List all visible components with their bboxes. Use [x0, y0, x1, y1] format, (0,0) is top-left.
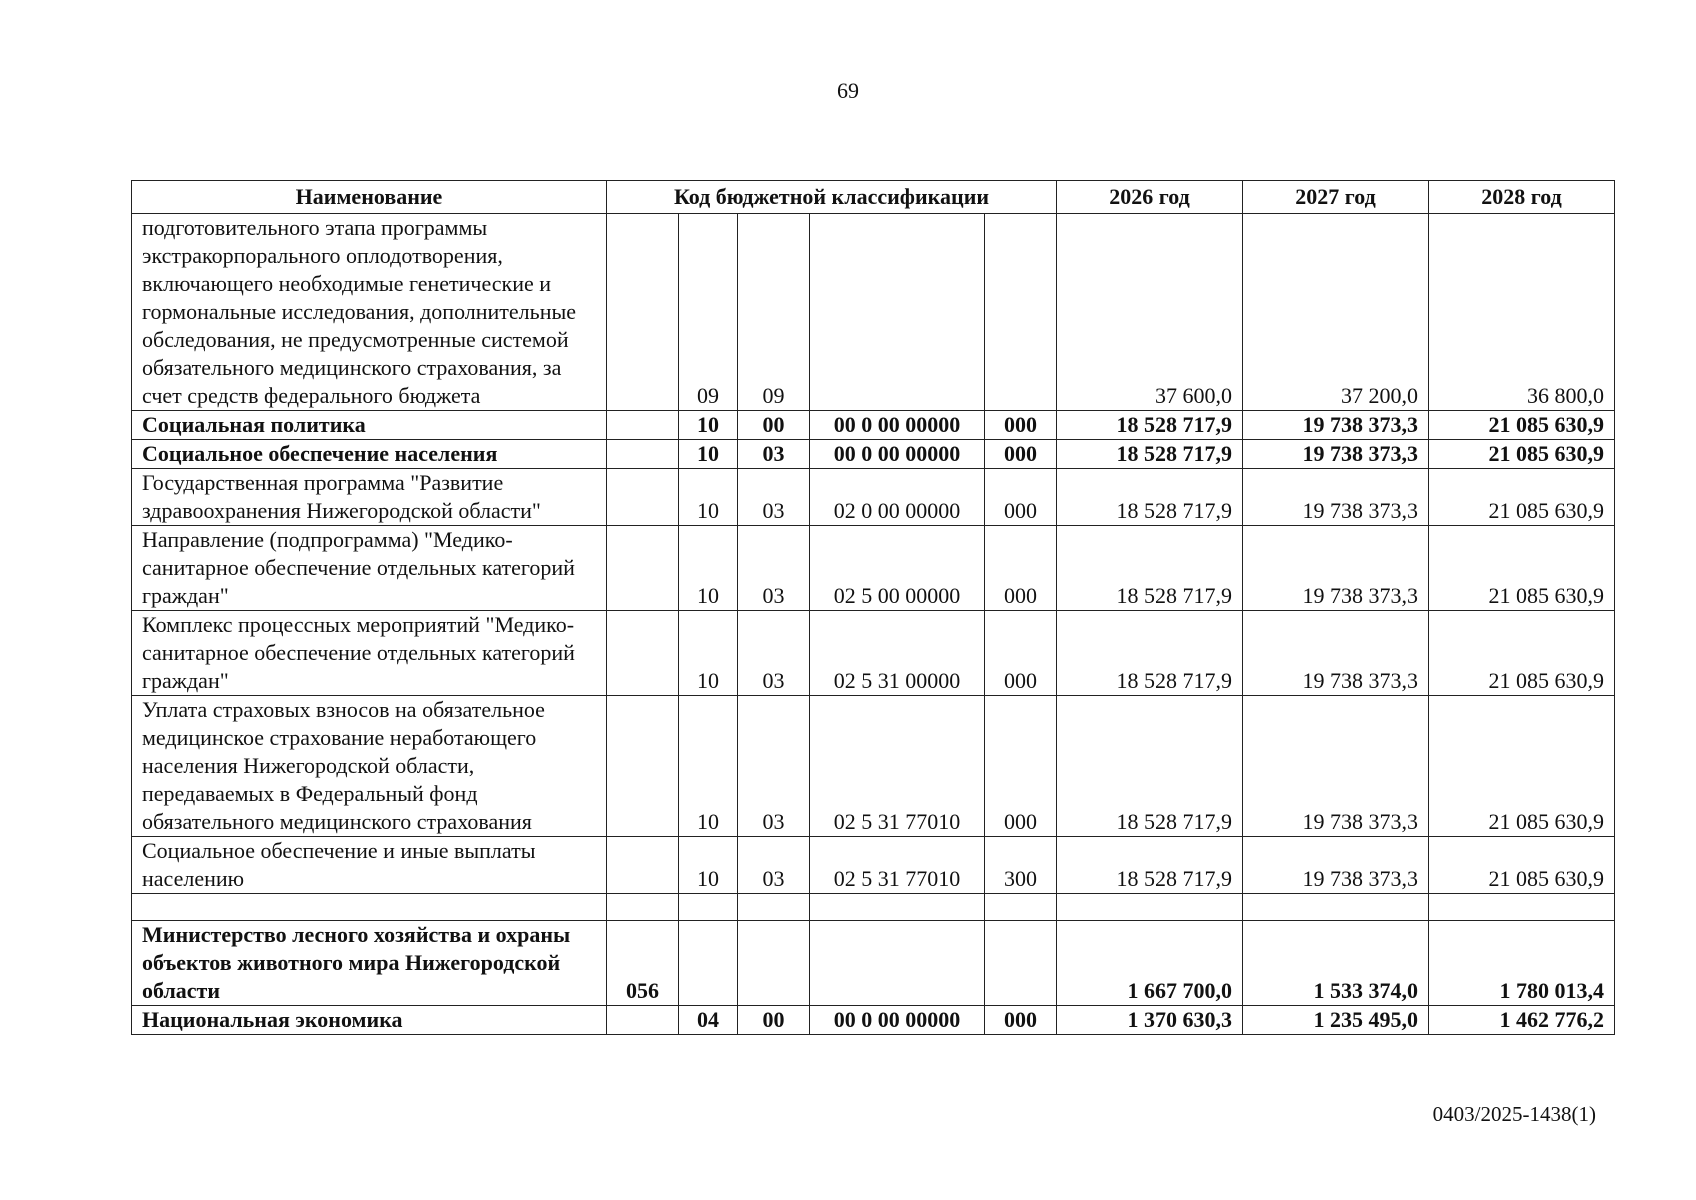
row-name: Уплата страховых взносов на обязательное медицинское страхование неработающего населения Нижегородской области, передаваемых в Федеральный фонд обязательного медицинского страхования	[132, 696, 607, 837]
row-value-2028: 21 085 630,9	[1429, 837, 1615, 894]
row-value-2027: 1 533 374,0	[1243, 921, 1429, 1006]
row-name: Социальная политика	[132, 411, 607, 440]
table-row	[132, 696, 1615, 837]
row-value-2027: 19 738 373,3	[1243, 696, 1429, 837]
row-value-2026: 1 667 700,0	[1057, 921, 1243, 1006]
row-expense-type-code: 300	[985, 837, 1057, 894]
row-value-2028: 21 085 630,9	[1429, 469, 1615, 526]
row-grbs-code	[607, 214, 679, 411]
row-section-code: 10	[679, 837, 738, 894]
row-value-2027: 1 235 495,0	[1243, 1006, 1429, 1035]
row-section-code	[679, 894, 738, 921]
row-target-article-code	[810, 214, 985, 411]
row-value-2028: 36 800,0	[1429, 214, 1615, 411]
row-subsection-code: 00	[738, 411, 810, 440]
row-grbs-code	[607, 526, 679, 611]
row-value-2026: 37 600,0	[1057, 214, 1243, 411]
row-grbs-code	[607, 837, 679, 894]
row-name: Направление (подпрограмма) "Медико-санитарное обеспечение отдельных категорий граждан"	[132, 526, 607, 611]
row-value-2028: 1 462 776,2	[1429, 1006, 1615, 1035]
row-value-2028: 21 085 630,9	[1429, 611, 1615, 696]
row-subsection-code: 09	[738, 214, 810, 411]
row-target-article-code: 00 0 00 00000	[810, 411, 985, 440]
table-row	[132, 411, 1615, 440]
header-name: Наименование	[132, 181, 607, 214]
row-grbs-code	[607, 440, 679, 469]
table-row	[132, 440, 1615, 469]
row-target-article-code: 00 0 00 00000	[810, 1006, 985, 1035]
row-value-2027: 37 200,0	[1243, 214, 1429, 411]
row-value-2026: 18 528 717,9	[1057, 469, 1243, 526]
row-name	[132, 894, 607, 921]
row-value-2026: 18 528 717,9	[1057, 526, 1243, 611]
row-section-code: 10	[679, 411, 738, 440]
row-value-2027: 19 738 373,3	[1243, 611, 1429, 696]
row-expense-type-code: 000	[985, 469, 1057, 526]
row-value-2027	[1243, 894, 1429, 921]
row-name: Национальная экономика	[132, 1006, 607, 1035]
row-expense-type-code	[985, 894, 1057, 921]
document-code: 0403/2025-1438(1)	[1432, 1102, 1596, 1126]
row-value-2026: 18 528 717,9	[1057, 696, 1243, 837]
row-name: Социальное обеспечение и иные выплаты населению	[132, 837, 607, 894]
table-row	[132, 921, 1615, 1006]
row-value-2027: 19 738 373,3	[1243, 837, 1429, 894]
row-target-article-code: 02 0 00 00000	[810, 469, 985, 526]
row-value-2028: 1 780 013,4	[1429, 921, 1615, 1006]
row-name: Социальное обеспечение населения	[132, 440, 607, 469]
row-subsection-code: 03	[738, 611, 810, 696]
row-value-2027: 19 738 373,3	[1243, 469, 1429, 526]
row-target-article-code: 02 5 31 77010	[810, 696, 985, 837]
row-target-article-code: 02 5 31 77010	[810, 837, 985, 894]
row-value-2026: 18 528 717,9	[1057, 411, 1243, 440]
page-number: 69	[837, 78, 859, 103]
row-expense-type-code: 000	[985, 696, 1057, 837]
row-value-2026	[1057, 894, 1243, 921]
row-subsection-code: 03	[738, 440, 810, 469]
row-value-2026: 18 528 717,9	[1057, 440, 1243, 469]
table-row	[132, 837, 1615, 894]
table-row	[132, 469, 1615, 526]
row-subsection-code: 00	[738, 1006, 810, 1035]
row-target-article-code	[810, 921, 985, 1006]
row-name: подготовительного этапа программы экстракорпорального оплодотворения, включающего необходимые генетические и гормональные исследования, дополнительные обследования, не предусмотренные системой обязательного медицинского страхования, за счет средств федерального бюджета	[132, 214, 607, 411]
row-value-2028: 21 085 630,9	[1429, 696, 1615, 837]
row-subsection-code: 03	[738, 837, 810, 894]
table-body	[132, 214, 1615, 1035]
row-expense-type-code: 000	[985, 440, 1057, 469]
row-section-code: 04	[679, 1006, 738, 1035]
row-expense-type-code: 000	[985, 1006, 1057, 1035]
row-grbs-code	[607, 1006, 679, 1035]
row-value-2026: 18 528 717,9	[1057, 837, 1243, 894]
row-subsection-code: 03	[738, 526, 810, 611]
row-target-article-code	[810, 894, 985, 921]
table-row	[132, 894, 1615, 921]
row-subsection-code: 03	[738, 696, 810, 837]
row-value-2027: 19 738 373,3	[1243, 411, 1429, 440]
row-expense-type-code: 000	[985, 411, 1057, 440]
row-subsection-code	[738, 894, 810, 921]
row-section-code: 10	[679, 440, 738, 469]
row-target-article-code: 00 0 00 00000	[810, 440, 985, 469]
table-row	[132, 526, 1615, 611]
header-code: Код бюджетной классификации	[607, 181, 1057, 214]
row-grbs-code: 056	[607, 921, 679, 1006]
row-grbs-code	[607, 894, 679, 921]
row-expense-type-code: 000	[985, 611, 1057, 696]
row-expense-type-code: 000	[985, 526, 1057, 611]
row-grbs-code	[607, 611, 679, 696]
row-value-2026: 18 528 717,9	[1057, 611, 1243, 696]
row-value-2028: 21 085 630,9	[1429, 411, 1615, 440]
row-expense-type-code	[985, 921, 1057, 1006]
row-grbs-code	[607, 411, 679, 440]
table-row	[132, 611, 1615, 696]
row-expense-type-code	[985, 214, 1057, 411]
row-target-article-code: 02 5 31 00000	[810, 611, 985, 696]
row-section-code: 10	[679, 696, 738, 837]
row-section-code: 09	[679, 214, 738, 411]
row-name: Государственная программа "Развитие здравоохранения Нижегородской области"	[132, 469, 607, 526]
row-section-code: 10	[679, 526, 738, 611]
table-row	[132, 214, 1615, 411]
row-subsection-code	[738, 921, 810, 1006]
row-section-code: 10	[679, 611, 738, 696]
row-grbs-code	[607, 469, 679, 526]
row-subsection-code: 03	[738, 469, 810, 526]
row-value-2027: 19 738 373,3	[1243, 440, 1429, 469]
row-name: Комплекс процессных мероприятий "Медико-санитарное обеспечение отдельных категорий граждан"	[132, 611, 607, 696]
row-value-2028	[1429, 894, 1615, 921]
row-value-2028: 21 085 630,9	[1429, 526, 1615, 611]
row-section-code	[679, 921, 738, 1006]
row-name: Министерство лесного хозяйства и охраны объектов животного мира Нижегородской области	[132, 921, 607, 1006]
row-value-2028: 21 085 630,9	[1429, 440, 1615, 469]
header-2026: 2026 год	[1057, 181, 1243, 214]
row-value-2027: 19 738 373,3	[1243, 526, 1429, 611]
row-grbs-code	[607, 696, 679, 837]
budget-table	[131, 180, 1615, 1035]
table-header-row	[132, 181, 1615, 214]
row-target-article-code: 02 5 00 00000	[810, 526, 985, 611]
table-row	[132, 1006, 1615, 1035]
row-section-code: 10	[679, 469, 738, 526]
header-2028: 2028 год	[1429, 181, 1615, 214]
header-2027: 2027 год	[1243, 181, 1429, 214]
row-value-2026: 1 370 630,3	[1057, 1006, 1243, 1035]
